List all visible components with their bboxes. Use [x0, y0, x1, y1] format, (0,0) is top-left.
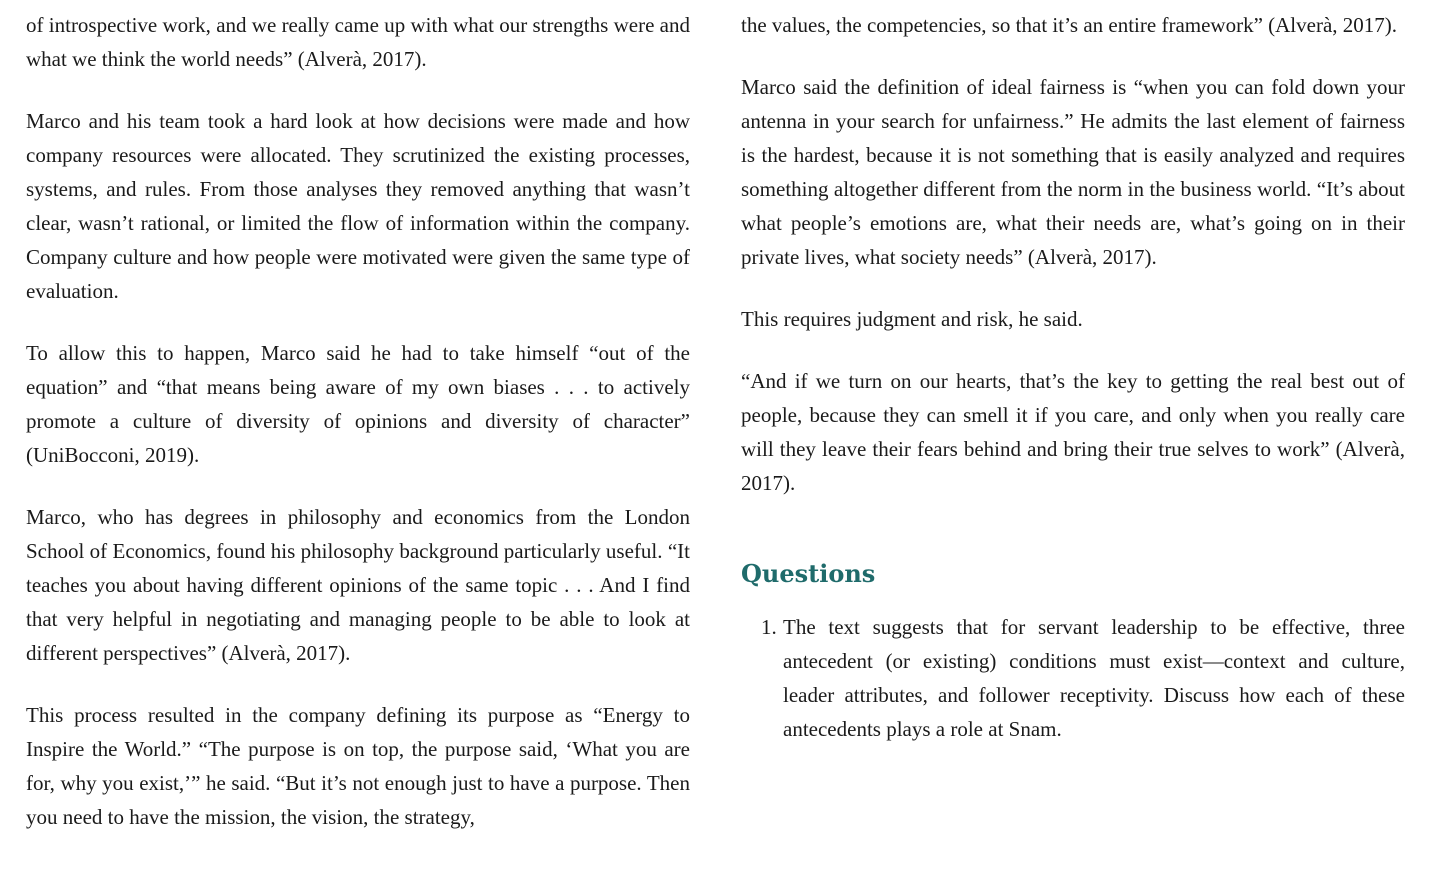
paragraph: the values, the competencies, so that it’s an entire framework” (Alverà, 2017). — [741, 13, 1398, 37]
left-column — [26, 8, 690, 862]
paragraph: This process resulted in the company defining its purpose as “Energy to Inspire the World.” “The purpose is on top, the purpose said, ‘What you are for, why you exist,’” he said. “But it’s not enough just to have a purpose. Then you need to have the mission, the vision, the strategy, — [26, 703, 690, 829]
questions-heading: Questions — [741, 559, 876, 588]
question-item — [741, 610, 1405, 746]
questions-list — [741, 610, 1405, 746]
paragraph: This requires judgment and risk, he said. — [741, 307, 1083, 331]
paragraph: “And if we turn on our hearts, that’s the key to getting the real best out of people, because they can smell it if you care, and only when you really care will they leave their fears behind and bring their true selves to work” (Alverà, 2017). — [741, 369, 1405, 495]
paragraph: To allow this to happen, Marco said he had to take himself “out of the equation” and “that means being aware of my own biases . . . to actively promote a culture of diversity of opinions and diversity of character” (UniBocconi, 2019). — [26, 341, 690, 467]
paragraph: Marco and his team took a hard look at how decisions were made and how company resources were allocated. They scrutinized the existing processes, systems, and rules. From those analyses they removed anything that wasn’t clear, wasn’t rational, or limited the flow of information within the company. Company culture and how people were motivated were given the same type of evaluation. — [26, 109, 690, 303]
question-text: The text suggests that for servant leadership to be effective, three antecedent (or existing) conditions must exist—context and culture, leader attributes, and follower receptivity. Discuss how each of these antecedents plays a role at Snam. — [783, 615, 1405, 741]
paragraph: Marco, who has degrees in philosophy and economics from the London School of Economics, found his philosophy background particularly useful. “It teaches you about having different opinions of the same topic . . . And I find that very helpful in negotiating and managing people to be able to look at different perspectives” (Alverà, 2017). — [26, 505, 690, 665]
question-number: 1. — [761, 615, 777, 639]
right-column — [741, 8, 1405, 746]
paragraph: of introspective work, and we really came up with what our strengths were and what we think the world needs” (Alverà, 2017). — [26, 13, 690, 71]
paragraph: Marco said the definition of ideal fairness is “when you can fold down your antenna in your search for unfairness.” He admits the last element of fairness is the hardest, because it is not something that is easily analyzed and requires something altogether different from the norm in the business world. “It’s about what people’s emotions are, what their needs are, what’s going on in their private lives, what society needs” (Alverà, 2017). — [741, 75, 1405, 269]
